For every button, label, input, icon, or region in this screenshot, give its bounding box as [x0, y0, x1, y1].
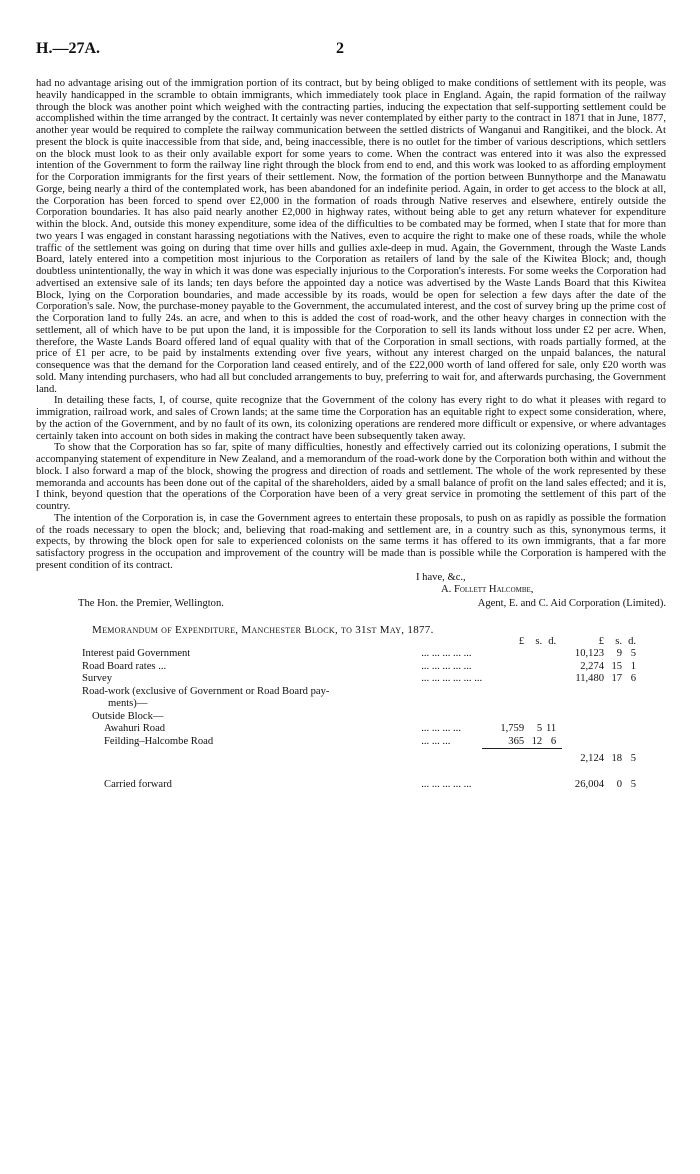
amount-pence: 5: [630, 779, 637, 790]
amount-pence: 11: [545, 723, 557, 734]
col-header: s.: [615, 635, 623, 647]
amount-shillings: 12: [531, 735, 543, 747]
amount-shillings: 15: [611, 660, 623, 672]
amount-shillings: 18: [611, 752, 623, 764]
subtotal-row: [82, 749, 642, 766]
amount-pounds: 26,004: [574, 779, 605, 790]
page-number: 2: [336, 40, 344, 57]
leader-dots: ... ... ... ... ...: [421, 779, 472, 790]
col-header: d.: [628, 635, 637, 647]
page-header: [36, 40, 666, 58]
paragraph: To show that the Corporation has so far, spite of many difficulties, honestly and effectively carried out its colonizing operations, I submit the accompanying statement of expenditure in New Zealand, and a memorandum of the road-work done by the Corporation both within and without the block. I also forward a map of the block, showing the progress and direction of roads and settlement. The whole of the work represented by these memoranda and accounts has been done out of the capital of the shareholders, aided by a small balance of profit on the land sales effected; and it is, I think, beyond question that the operations of the Corporation have been of a very great service in promoting the settlement of this part of the country.: [36, 442, 666, 512]
amount-shillings: 5: [536, 723, 543, 734]
table-row: [82, 711, 642, 724]
amount-pounds: 365: [508, 735, 525, 747]
amount-pence: 6: [630, 673, 637, 684]
table-row: [82, 723, 642, 736]
table-row: [82, 686, 642, 699]
paragraph: The intention of the Corporation is, in case the Government agrees to entertain these proposals, to push on as rapidly as possible the formation of the roads necessary to open the block; and, believing that road-making and settlement are, in a country such as this, synonymous terms, it expects, by throwing the block open for sale to experienced colonists on the same terms it has offered to its own immigrants, that a far more satisfactory progress in the occupation and improvement of the country will be made than is possible while the Corporation is hampered with the present condition of its contract.: [36, 512, 666, 571]
col-header: £: [518, 635, 525, 647]
amount-pounds: 1,759: [500, 723, 525, 734]
document-page: [36, 40, 666, 792]
carried-forward-row: [82, 765, 642, 792]
amount-pounds: 2,124: [580, 752, 605, 764]
paragraph: In detailing these facts, I, of course, quite recognize that the Government of the colony has every right to do what it pleases with regard to immigration, railroad work, and sales of Crown lands; at the same time the Corporation has an equitable right to expect some consideration, where, by the action of the Government, and by no fault of its own, its colonizing operations are rendered more difficult or expensive, or where advantages certainly taken into account on both sides in making the contract have been subsequently taken away.: [36, 395, 666, 442]
row-label: Survey: [82, 673, 113, 684]
col-header: £: [598, 635, 605, 647]
amount-pounds: 10,123: [574, 648, 605, 659]
leader-dots: ... ... ... ... ... ...: [421, 673, 483, 684]
table-row: [82, 736, 642, 749]
signatory-title: Agent, E. and C. Aid Corporation (Limited).: [477, 597, 666, 609]
row-label: Interest paid Government: [82, 648, 191, 659]
leader-dots: ... ... ...: [421, 735, 451, 747]
leader-dots: ... ... ... ... ...: [421, 660, 472, 672]
leader-dots: ... ... ... ... ...: [421, 648, 472, 659]
row-label: Awahuri Road: [104, 723, 166, 734]
leader-dots: ... ... ... ...: [421, 723, 461, 734]
addressee: The Hon. the Premier, Wellington.: [78, 597, 224, 609]
paragraph: had no advantage arising out of the immigration portion of its contract, but by being obliged to make conditions of settlement with its people, was heavily handicapped in the scramble to obtain immigrants, which immediately took place in England. Again, the rapid formation of the railway through the block was another point which weighed with the contracting parties, inducing the expectation that self-supporting settlement could be accomplished within the time arranged by the contract. It certainly was never contemplated by either party to the contract in 1871 that in June, 1877, another year would be required to complete the railway communication between the settled districts of Wanganui and Rangitikei, and the block. At present the block is quite inaccessible from that side, and, being inaccessible, there is no outlet for the timber of various descriptions, which settlers on the block must look to as their only available export for some years to come. When the contract was entered into it was also the expressed intention of the Government to form the railway line right through the block from end to end, and this work was looked to as affording employment for the Corporation immigrants for the first years of their settlement. Now, the formation of the portion between Bunnythorpe and the Manawatu Gorge, being nearly a third of the contemplated work, has been abandoned for an indefinite period. Again, in order to get access to the block at all, the Corporation has been forced to spend over £2,000 in the formation of roads through Native reserves and elsewhere, entirely outside the Corporation boundaries. It has also paid nearly another £2,000 in highway rates, without being able to get any return whatever for expenditure within the block. And, outside this money expenditure, some idea of the difficulties to be combated may be formed, when I state that for more than two years I was engaged in constant harassing negotiations with the Natives, even to acquire the right to make one of these roads, while the whole traffic of the settlement was going on during that time over hills and gullies axle-deep in mud. Again, the Government, through the Waste Lands Board, lately entered into a competition most injurious to the Corporation as retailers of land by the sale of the Kiwitea Block; and, though doubtless unintentionally, the way in which it was done was especially injurious to the Corporation's interests. For some weeks the Corporation had advertised an extensive sale of its lands; ten days before the appointed day a notice was advertised by the Waste Lands Board that this Kiwitea Block, lying on the Corporation boundaries, and made accessible by its roads, would be open for selection a few days after the date of the Corporation's sale. Now, the purchase-money payable to the Government, the accumulated interest, and the cost of survey bring up the prime cost of the Corporation land to fully 24s. an acre, and when to this is added the cost of road-work, and the other heavy charges in connection with the settlement, all of which have to be put upon the land, it is impossible for the Corporation to sell its lands without loss under £2 per acre. When, therefore, the Waste Lands Board offered land of equal quality with that of the Corporation in small sections, with roads partially formed, at the price of £1 per acre, to be paid by instalments extending over five years, without any interest charged on the unpaid balances, the natural consequence was that the demand for the Corporation land ceased entirely, and of the £22,000 worth of land offered for sale, only £20 worth was sold. Many intending purchasers, who had all but concluded arrangements to buy, preferring to wait for, and afterwards purchasing, the Government land.: [36, 78, 666, 395]
table-header-row: [82, 636, 642, 649]
table-row: [82, 698, 642, 711]
signatory-name: A. Follett Halcombe,: [441, 583, 534, 595]
amount-shillings: 0: [616, 779, 623, 790]
col-header: d.: [548, 635, 557, 647]
amount-pence: 5: [630, 752, 637, 764]
table-row: [82, 673, 642, 686]
amount-shillings: 17: [611, 673, 623, 684]
row-label: ments)—: [108, 698, 148, 709]
row-label: Carried forward: [104, 779, 172, 790]
amount-pence: 5: [630, 648, 637, 659]
document-reference: H.—27A.: [36, 40, 100, 57]
letter-body: [36, 78, 666, 572]
expenditure-table: [82, 636, 642, 792]
memo-title: Memorandum of Expenditure, Manchester Block, to 31st May, 1877.: [92, 623, 434, 636]
table-row: [82, 661, 642, 674]
amount-pounds: 2,274: [580, 660, 605, 672]
amount-pounds: 11,480: [575, 673, 605, 684]
col-header: s.: [535, 635, 543, 647]
amount-pence: 6: [550, 735, 557, 747]
row-label: Road-work (exclusive of Government or Road Board pay-: [82, 685, 330, 697]
row-label: Feilding–Halcombe Road: [104, 735, 214, 747]
amount-shillings: 9: [616, 648, 623, 659]
row-label: Road Board rates ...: [82, 660, 167, 672]
table-row: [82, 648, 642, 661]
signature-block: [36, 572, 666, 610]
amount-pence: 1: [630, 660, 637, 672]
row-label: Outside Block—: [92, 710, 164, 722]
closing: I have, &c.,: [416, 571, 466, 583]
